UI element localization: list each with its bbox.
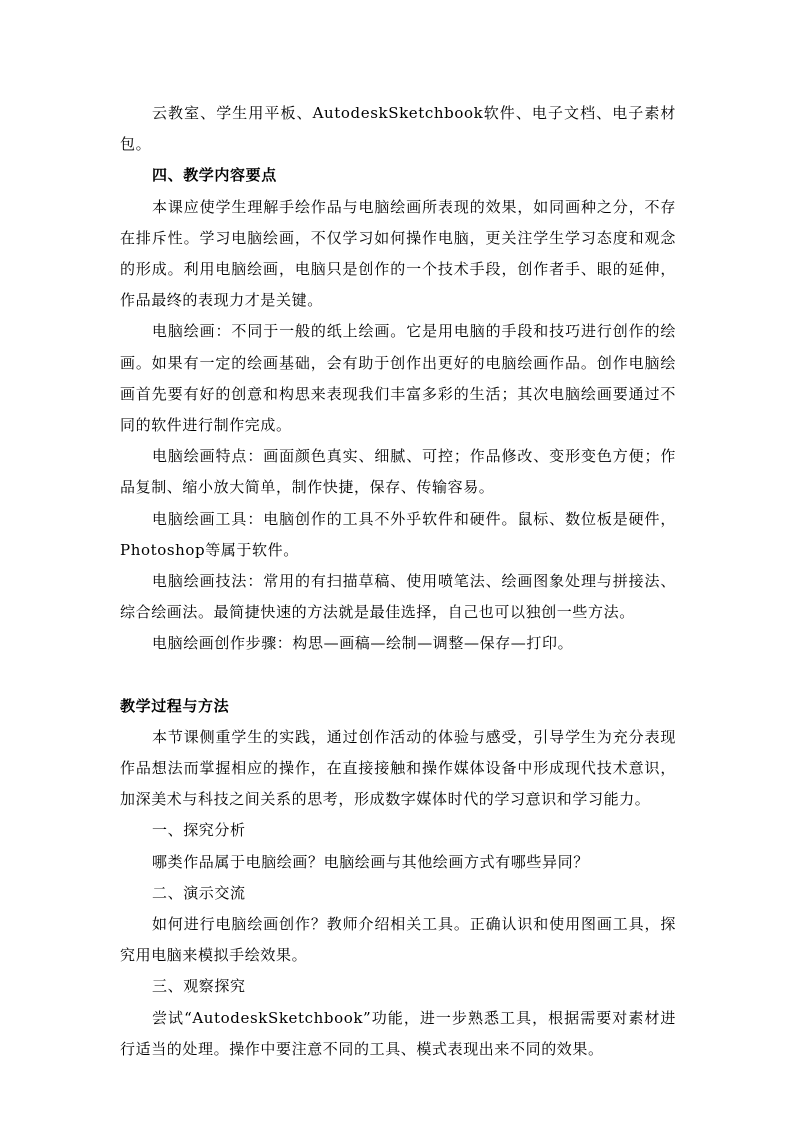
section-heading-process: 教学过程与方法 bbox=[120, 696, 230, 715]
subheading-explore-analysis: 一、探究分析 bbox=[152, 821, 246, 840]
section-heading-teaching-points: 四、教学内容要点 bbox=[152, 166, 277, 185]
document-page bbox=[120, 98, 676, 1065]
observe-explore-paragraph: 尝试“AutodeskSketchbook”功能，进一步熟悉工具，根据需要对素材进行适当的处理。操作中要注意不同的工具、模式表现出来不同的效果。 bbox=[120, 1008, 676, 1058]
materials-paragraph: 云教室、学生用平板、AutodeskSketchbook软件、电子文档、电子素材包。 bbox=[120, 104, 676, 154]
explore-analysis-paragraph: 哪类作品属于电脑绘画？电脑绘画与其他绘画方式有哪些异同？ bbox=[152, 852, 589, 871]
computer-painting-features: 电脑绘画特点：画面颜色真实、细腻、可控；作品修改、变形变色方便；作品复制、缩小放大简单，制作快捷，保存、传输容易。 bbox=[120, 447, 676, 497]
computer-painting-techniques: 电脑绘画技法：常用的有扫描草稿、使用喷笔法、绘画图象处理与拼接法、综合绘画法。最简捷快速的方法就是最佳选择，自己也可以独创一些方法。 bbox=[120, 572, 676, 622]
computer-painting-steps: 电脑绘画创作步骤：构思—画稿—绘制—调整—保存—打印。 bbox=[152, 634, 574, 653]
process-paragraph: 本节课侧重学生的实践，通过创作活动的体验与感受，引导学生为充分表现作品想法而掌握相应的操作，在直接接触和操作媒体设备中形成现代技术意识，加深美术与科技之间关系的思考，形成数字媒体时代的学习意识和学习能力。 bbox=[120, 727, 676, 809]
teaching-points-paragraph: 本课应使学生理解手绘作品与电脑绘画所表现的效果，如同画种之分，不存在排斥性。学习电脑绘画，不仅学习如何操作电脑，更关注学生学习态度和观念的形成。利用电脑绘画，电脑只是创作的一个技术手段，创作者手、眼的延伸，作品最终的表现力才是关键。 bbox=[120, 197, 676, 310]
subheading-demo-exchange: 二、演示交流 bbox=[152, 883, 246, 902]
demo-exchange-paragraph: 如何进行电脑绘画创作？教师介绍相关工具。正确认识和使用图画工具，探究用电脑来模拟手绘效果。 bbox=[120, 915, 676, 965]
computer-painting-tools: 电脑绘画工具：电脑创作的工具不外乎软件和硬件。鼠标、数位板是硬件，Photoshop等属于软件。 bbox=[120, 509, 676, 559]
section-spacer bbox=[120, 660, 676, 691]
computer-painting-definition: 电脑绘画：不同于一般的纸上绘画。它是用电脑的手段和技巧进行创作的绘画。如果有一定的绘画基础，会有助于创作出更好的电脑绘画作品。创作电脑绘画首先要有好的创意和构思来表现我们丰富多彩的生活；其次电脑绘画要通过不同的软件进行制作完成。 bbox=[120, 322, 676, 435]
subheading-observe-explore: 三、观察探究 bbox=[152, 977, 246, 996]
